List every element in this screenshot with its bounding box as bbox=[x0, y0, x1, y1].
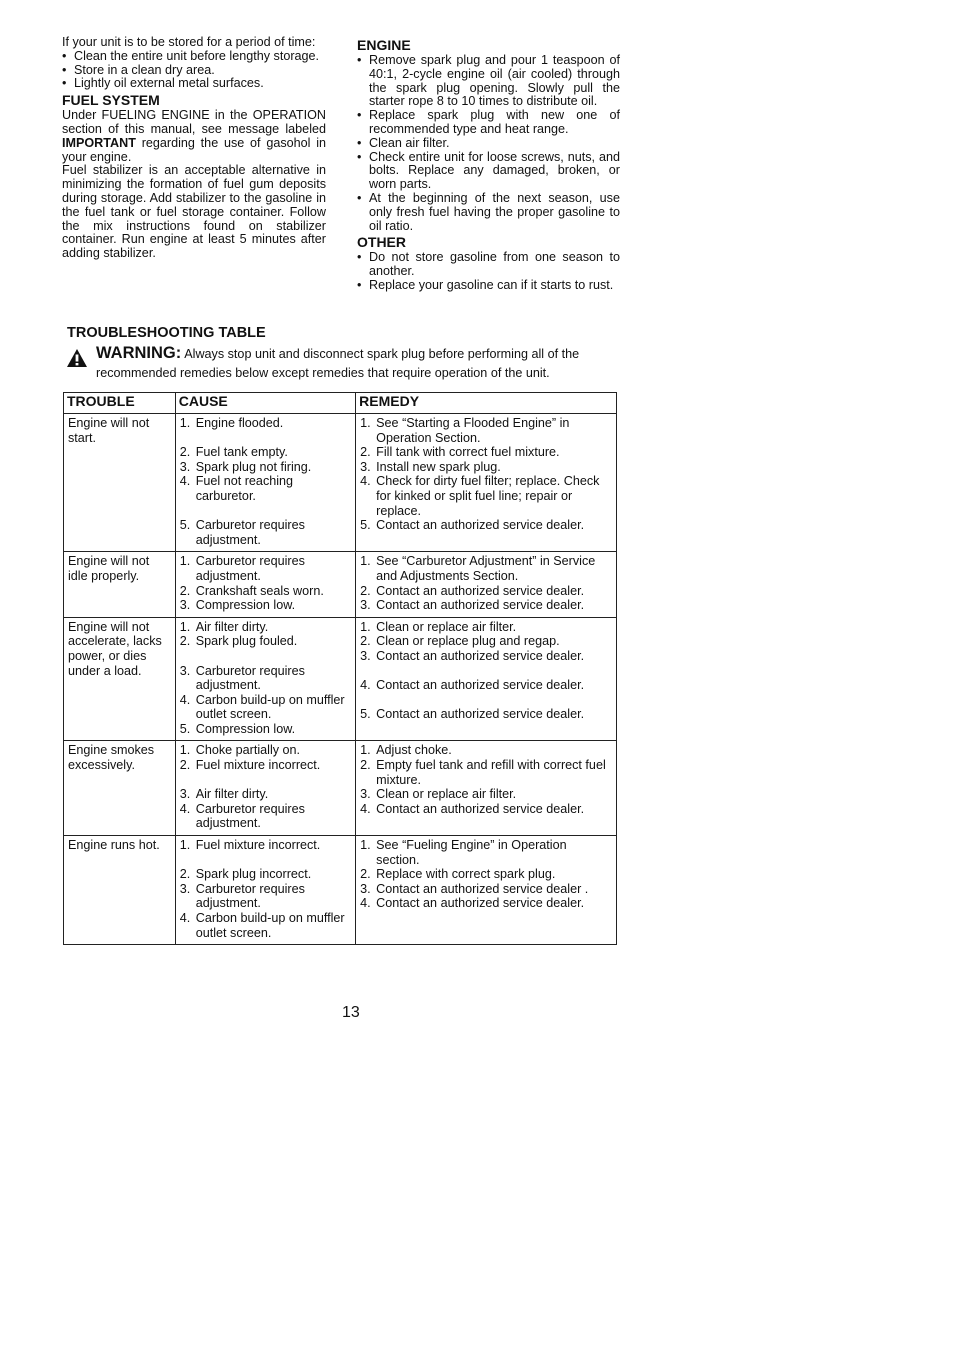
cause-item bbox=[180, 787, 351, 802]
item-number: 1. bbox=[179, 743, 191, 758]
trouble-cell: Engine will not idle properly. bbox=[64, 552, 176, 617]
item-number: 4. bbox=[360, 474, 371, 489]
item-text: Fuel mixture incorrect. bbox=[195, 758, 321, 773]
cause-item bbox=[180, 867, 351, 882]
cause-item bbox=[180, 474, 351, 503]
item-text: Adjust choke. bbox=[376, 743, 452, 758]
item-text: Contact an authorized service dealer. bbox=[376, 801, 585, 816]
item-number: 3. bbox=[179, 459, 191, 474]
troubleshooting-table-body bbox=[64, 414, 617, 945]
item-number: 4. bbox=[179, 692, 191, 707]
item-text: See “Starting a Flooded Engine” in Operation Section. bbox=[376, 416, 570, 445]
item-number: 1. bbox=[360, 838, 371, 853]
list-spacer bbox=[360, 664, 612, 679]
item-number: 2. bbox=[360, 758, 371, 773]
list-item: • At the beginning of the next season, use only fresh fuel having the proper gasoline to oil ratio. bbox=[357, 190, 620, 233]
item-number: 1. bbox=[179, 416, 191, 430]
item-text: Carbon build-up on muffler outlet screen. bbox=[195, 692, 345, 722]
cause-item bbox=[180, 911, 351, 940]
item-text: Spark plug not firing. bbox=[195, 459, 312, 474]
cause-item bbox=[180, 416, 351, 431]
item-text: Fill tank with correct fuel mixture. bbox=[376, 445, 560, 460]
item-text: Compression low. bbox=[195, 721, 296, 736]
list-item: • Lightly oil external metal surfaces. bbox=[62, 76, 264, 91]
item-number: 2. bbox=[360, 445, 371, 460]
cause-item bbox=[180, 838, 351, 853]
remedy-cell bbox=[356, 836, 617, 945]
item-text: Spark plug fouled. bbox=[195, 634, 298, 649]
item-number: 2. bbox=[360, 583, 371, 598]
remedy-cell bbox=[356, 414, 617, 552]
column-header-trouble: TROUBLE bbox=[64, 393, 176, 414]
cause-cell-list bbox=[180, 743, 351, 831]
cause-item bbox=[180, 518, 351, 547]
list-spacer bbox=[180, 773, 351, 788]
item-text: Compression low. bbox=[195, 598, 296, 613]
remedy-item bbox=[360, 743, 612, 758]
page-number: 13 bbox=[342, 1004, 360, 1021]
list-spacer bbox=[180, 431, 351, 446]
cause-item bbox=[180, 693, 351, 722]
item-text: Choke partially on. bbox=[195, 743, 301, 758]
cause-item bbox=[180, 460, 351, 475]
item-text: Check for dirty fuel filter; replace. Check for kinked or split fuel line; repair or replace. bbox=[376, 474, 600, 518]
item-number: 2. bbox=[179, 445, 191, 460]
cause-cell bbox=[175, 414, 355, 552]
remedy-item bbox=[360, 416, 612, 445]
list-item: • Store in a clean dry area. bbox=[62, 62, 215, 77]
item-number: 5. bbox=[360, 707, 371, 722]
item-number: 1. bbox=[360, 554, 371, 569]
cause-item bbox=[180, 664, 351, 693]
list-spacer bbox=[360, 693, 612, 708]
item-text: Carbon build-up on muffler outlet screen. bbox=[195, 911, 345, 940]
item-number: 2. bbox=[179, 867, 191, 882]
other-bullet-list bbox=[357, 251, 620, 292]
warning-text-line-2: recommended remedies below except remedies that require operation of the unit. bbox=[96, 366, 550, 380]
remedy-cell bbox=[356, 552, 617, 617]
item-text: Contact an authorized service dealer. bbox=[376, 678, 585, 693]
item-number: 4. bbox=[360, 678, 371, 693]
table-row bbox=[64, 414, 617, 552]
remedy-cell bbox=[356, 741, 617, 836]
remedy-item bbox=[360, 838, 612, 867]
item-text: Clean or replace air filter. bbox=[376, 787, 517, 802]
item-number: 5. bbox=[179, 721, 191, 736]
item-text: Contact an authorized service dealer. bbox=[376, 648, 585, 663]
trouble-cell: Engine runs hot. bbox=[64, 836, 176, 945]
remedy-cell-list bbox=[360, 743, 612, 816]
item-text: Empty fuel tank and refill with correct fuel mixture. bbox=[376, 758, 606, 787]
remedy-item bbox=[360, 787, 612, 802]
item-number: 2. bbox=[179, 583, 191, 598]
remedy-cell bbox=[356, 617, 617, 741]
item-text: Carburetor requires adjustment. bbox=[195, 554, 305, 583]
item-text: Carburetor requires adjustment. bbox=[195, 663, 305, 693]
remedy-item bbox=[360, 649, 612, 664]
cause-item bbox=[180, 802, 351, 831]
remedy-cell-list bbox=[360, 838, 612, 911]
table-row bbox=[64, 617, 617, 741]
list-item: • Clean the entire unit before lengthy storage. bbox=[62, 48, 320, 63]
remedy-item bbox=[360, 882, 612, 897]
engine-heading: ENGINE bbox=[357, 37, 411, 53]
item-text: Carburetor requires adjustment. bbox=[195, 801, 305, 831]
table-row bbox=[64, 836, 617, 945]
cause-cell bbox=[175, 741, 355, 836]
cause-cell-list bbox=[180, 620, 351, 737]
item-text: Contact an authorized service dealer. bbox=[376, 707, 585, 722]
fuel-system-heading: FUEL SYSTEM bbox=[62, 92, 160, 109]
item-number: 1. bbox=[360, 743, 371, 758]
list-spacer bbox=[180, 649, 351, 664]
storage-left-column bbox=[62, 36, 326, 261]
remedy-item bbox=[360, 678, 612, 693]
remedy-cell-list bbox=[360, 416, 612, 533]
item-text: Install new spark plug. bbox=[376, 459, 501, 474]
item-text: Fuel mixture incorrect. bbox=[195, 838, 321, 853]
warning-text-line-1: WARNING: Always stop unit and disconnect spark plug before performing all of the bbox=[96, 344, 580, 362]
list-spacer bbox=[180, 853, 351, 868]
list-item: • Clean air filter. bbox=[357, 135, 450, 150]
item-text: Clean or replace plug and regap. bbox=[376, 634, 560, 649]
remedy-item bbox=[360, 620, 612, 635]
remedy-item bbox=[360, 518, 612, 533]
warning-icon bbox=[66, 348, 88, 368]
remedy-item bbox=[360, 584, 612, 599]
list-item: • Do not store gasoline from one season to another. bbox=[357, 250, 620, 279]
cause-item bbox=[180, 634, 351, 649]
storage-bullet-list bbox=[62, 50, 326, 91]
item-text: Replace with correct spark plug. bbox=[376, 867, 556, 882]
item-number: 1. bbox=[360, 416, 371, 430]
list-item: • Replace your gasoline can if it starts to rust. bbox=[357, 277, 614, 292]
item-number: 2. bbox=[360, 867, 371, 882]
item-text: Contact an authorized service dealer . bbox=[376, 881, 589, 896]
storage-right-column bbox=[357, 36, 620, 293]
cause-cell-list bbox=[180, 416, 351, 547]
troubleshooting-table bbox=[63, 392, 617, 945]
remedy-item bbox=[360, 598, 612, 613]
cause-item bbox=[180, 620, 351, 635]
list-item: • Replace spark plug with new one of recommended type and heat range. bbox=[357, 108, 620, 136]
item-text: Fuel tank empty. bbox=[195, 445, 288, 460]
item-number: 3. bbox=[179, 881, 191, 896]
cause-item bbox=[180, 584, 351, 599]
other-heading: OTHER bbox=[357, 234, 406, 251]
table-row bbox=[64, 741, 617, 836]
cause-cell bbox=[175, 617, 355, 741]
item-number: 3. bbox=[360, 787, 371, 802]
item-number: 3. bbox=[360, 459, 371, 474]
cause-item bbox=[180, 882, 351, 911]
cause-item bbox=[180, 598, 351, 613]
cause-item bbox=[180, 722, 351, 737]
remedy-item bbox=[360, 460, 612, 475]
cause-cell-list bbox=[180, 838, 351, 940]
item-text: Contact an authorized service dealer. bbox=[376, 896, 585, 911]
list-spacer bbox=[180, 504, 351, 519]
item-text: Contact an authorized service dealer. bbox=[376, 518, 585, 533]
item-text: Contact an authorized service dealer. bbox=[376, 583, 585, 598]
item-number: 4. bbox=[360, 801, 371, 816]
cause-cell-list bbox=[180, 554, 351, 612]
column-header-cause: CAUSE bbox=[175, 393, 355, 414]
item-number: 3. bbox=[179, 787, 191, 802]
item-number: 2. bbox=[360, 634, 371, 649]
item-text: Contact an authorized service dealer. bbox=[376, 598, 585, 613]
item-number: 1. bbox=[360, 619, 371, 634]
item-number: 3. bbox=[360, 598, 371, 613]
item-number: 2. bbox=[179, 758, 191, 773]
cause-item bbox=[180, 743, 351, 758]
item-text: Air filter dirty. bbox=[195, 619, 269, 634]
item-text: See “Carburetor Adjustment” in Service and Adjustments Section. bbox=[376, 554, 596, 583]
remedy-item bbox=[360, 634, 612, 649]
item-number: 1. bbox=[179, 619, 191, 634]
item-number: 4. bbox=[179, 801, 191, 816]
item-number: 3. bbox=[360, 881, 371, 896]
cause-item bbox=[180, 758, 351, 773]
item-text: Clean or replace air filter. bbox=[376, 619, 517, 634]
item-text: Carburetor requires adjustment. bbox=[195, 518, 305, 547]
engine-bullet-list bbox=[357, 54, 620, 233]
fuel-system-paragraph-1: Under FUELING ENGINE in the OPERATION section of this manual, see message labeled IMPORTANT regarding the use of gasohol in your engine. bbox=[62, 108, 327, 164]
item-number: 1. bbox=[179, 554, 191, 569]
item-number: 3. bbox=[179, 663, 191, 678]
remedy-item bbox=[360, 896, 612, 911]
cause-item bbox=[180, 554, 351, 583]
item-number: 3. bbox=[360, 648, 371, 663]
item-number: 5. bbox=[179, 518, 191, 533]
table-row bbox=[64, 552, 617, 617]
remedy-item bbox=[360, 802, 612, 817]
item-number: 2. bbox=[179, 634, 191, 649]
item-number: 1. bbox=[179, 838, 191, 853]
item-text: Engine flooded. bbox=[195, 416, 284, 430]
fuel-system-paragraph-2: Fuel stabilizer is an acceptable alternative in minimizing the formation of fuel gum deposits during storage. Add stabilizer to the gasoline in the fuel tank or fuel storage container. Follow the mix instructions found on stabilizer container. Run engine at least 5 minutes after adding stabilizer. bbox=[62, 163, 326, 261]
item-text: Spark plug incorrect. bbox=[195, 867, 312, 882]
cause-cell bbox=[175, 552, 355, 617]
trouble-cell: Engine will not start. bbox=[64, 414, 176, 552]
list-item: • Remove spark plug and pour 1 teaspoon of 40:1, 2-cycle engine oil (air cooled) through the spark plug opening. Slowly pull the starter rope 8 to 10 times to distribute oil. bbox=[357, 53, 620, 109]
cause-item bbox=[180, 445, 351, 460]
warning-label: WARNING: bbox=[96, 344, 182, 362]
remedy-item bbox=[360, 867, 612, 882]
column-header-remedy: REMEDY bbox=[356, 393, 617, 414]
item-text: Carburetor requires adjustment. bbox=[195, 881, 305, 911]
trouble-cell: Engine will not accelerate, lacks power, or dies under a load. bbox=[64, 617, 176, 741]
item-text: Crankshaft seals worn. bbox=[195, 583, 324, 598]
remedy-item bbox=[360, 445, 612, 460]
item-number: 4. bbox=[360, 896, 371, 911]
remedy-item bbox=[360, 707, 612, 722]
item-text: Fuel not reaching carburetor. bbox=[195, 474, 294, 503]
troubleshooting-title: TROUBLESHOOTING TABLE bbox=[67, 325, 266, 341]
remedy-item bbox=[360, 474, 612, 518]
storage-intro: If your unit is to be stored for a period of time: bbox=[62, 35, 316, 49]
cause-cell bbox=[175, 836, 355, 945]
remedy-item bbox=[360, 758, 612, 787]
item-number: 4. bbox=[179, 474, 191, 489]
item-text: See “Fueling Engine” in Operation section. bbox=[376, 838, 567, 867]
remedy-cell-list bbox=[360, 554, 612, 612]
item-number: 5. bbox=[360, 518, 371, 533]
item-text: Air filter dirty. bbox=[195, 787, 269, 802]
remedy-item bbox=[360, 554, 612, 583]
remedy-cell-list bbox=[360, 620, 612, 722]
list-item: • Check entire unit for loose screws, nuts, and bolts. Replace any damaged, broken, or worn parts. bbox=[357, 149, 620, 192]
item-number: 3. bbox=[179, 598, 191, 613]
table-header-row bbox=[64, 393, 617, 414]
trouble-cell: Engine smokes excessively. bbox=[64, 741, 176, 836]
item-number: 4. bbox=[179, 911, 191, 925]
